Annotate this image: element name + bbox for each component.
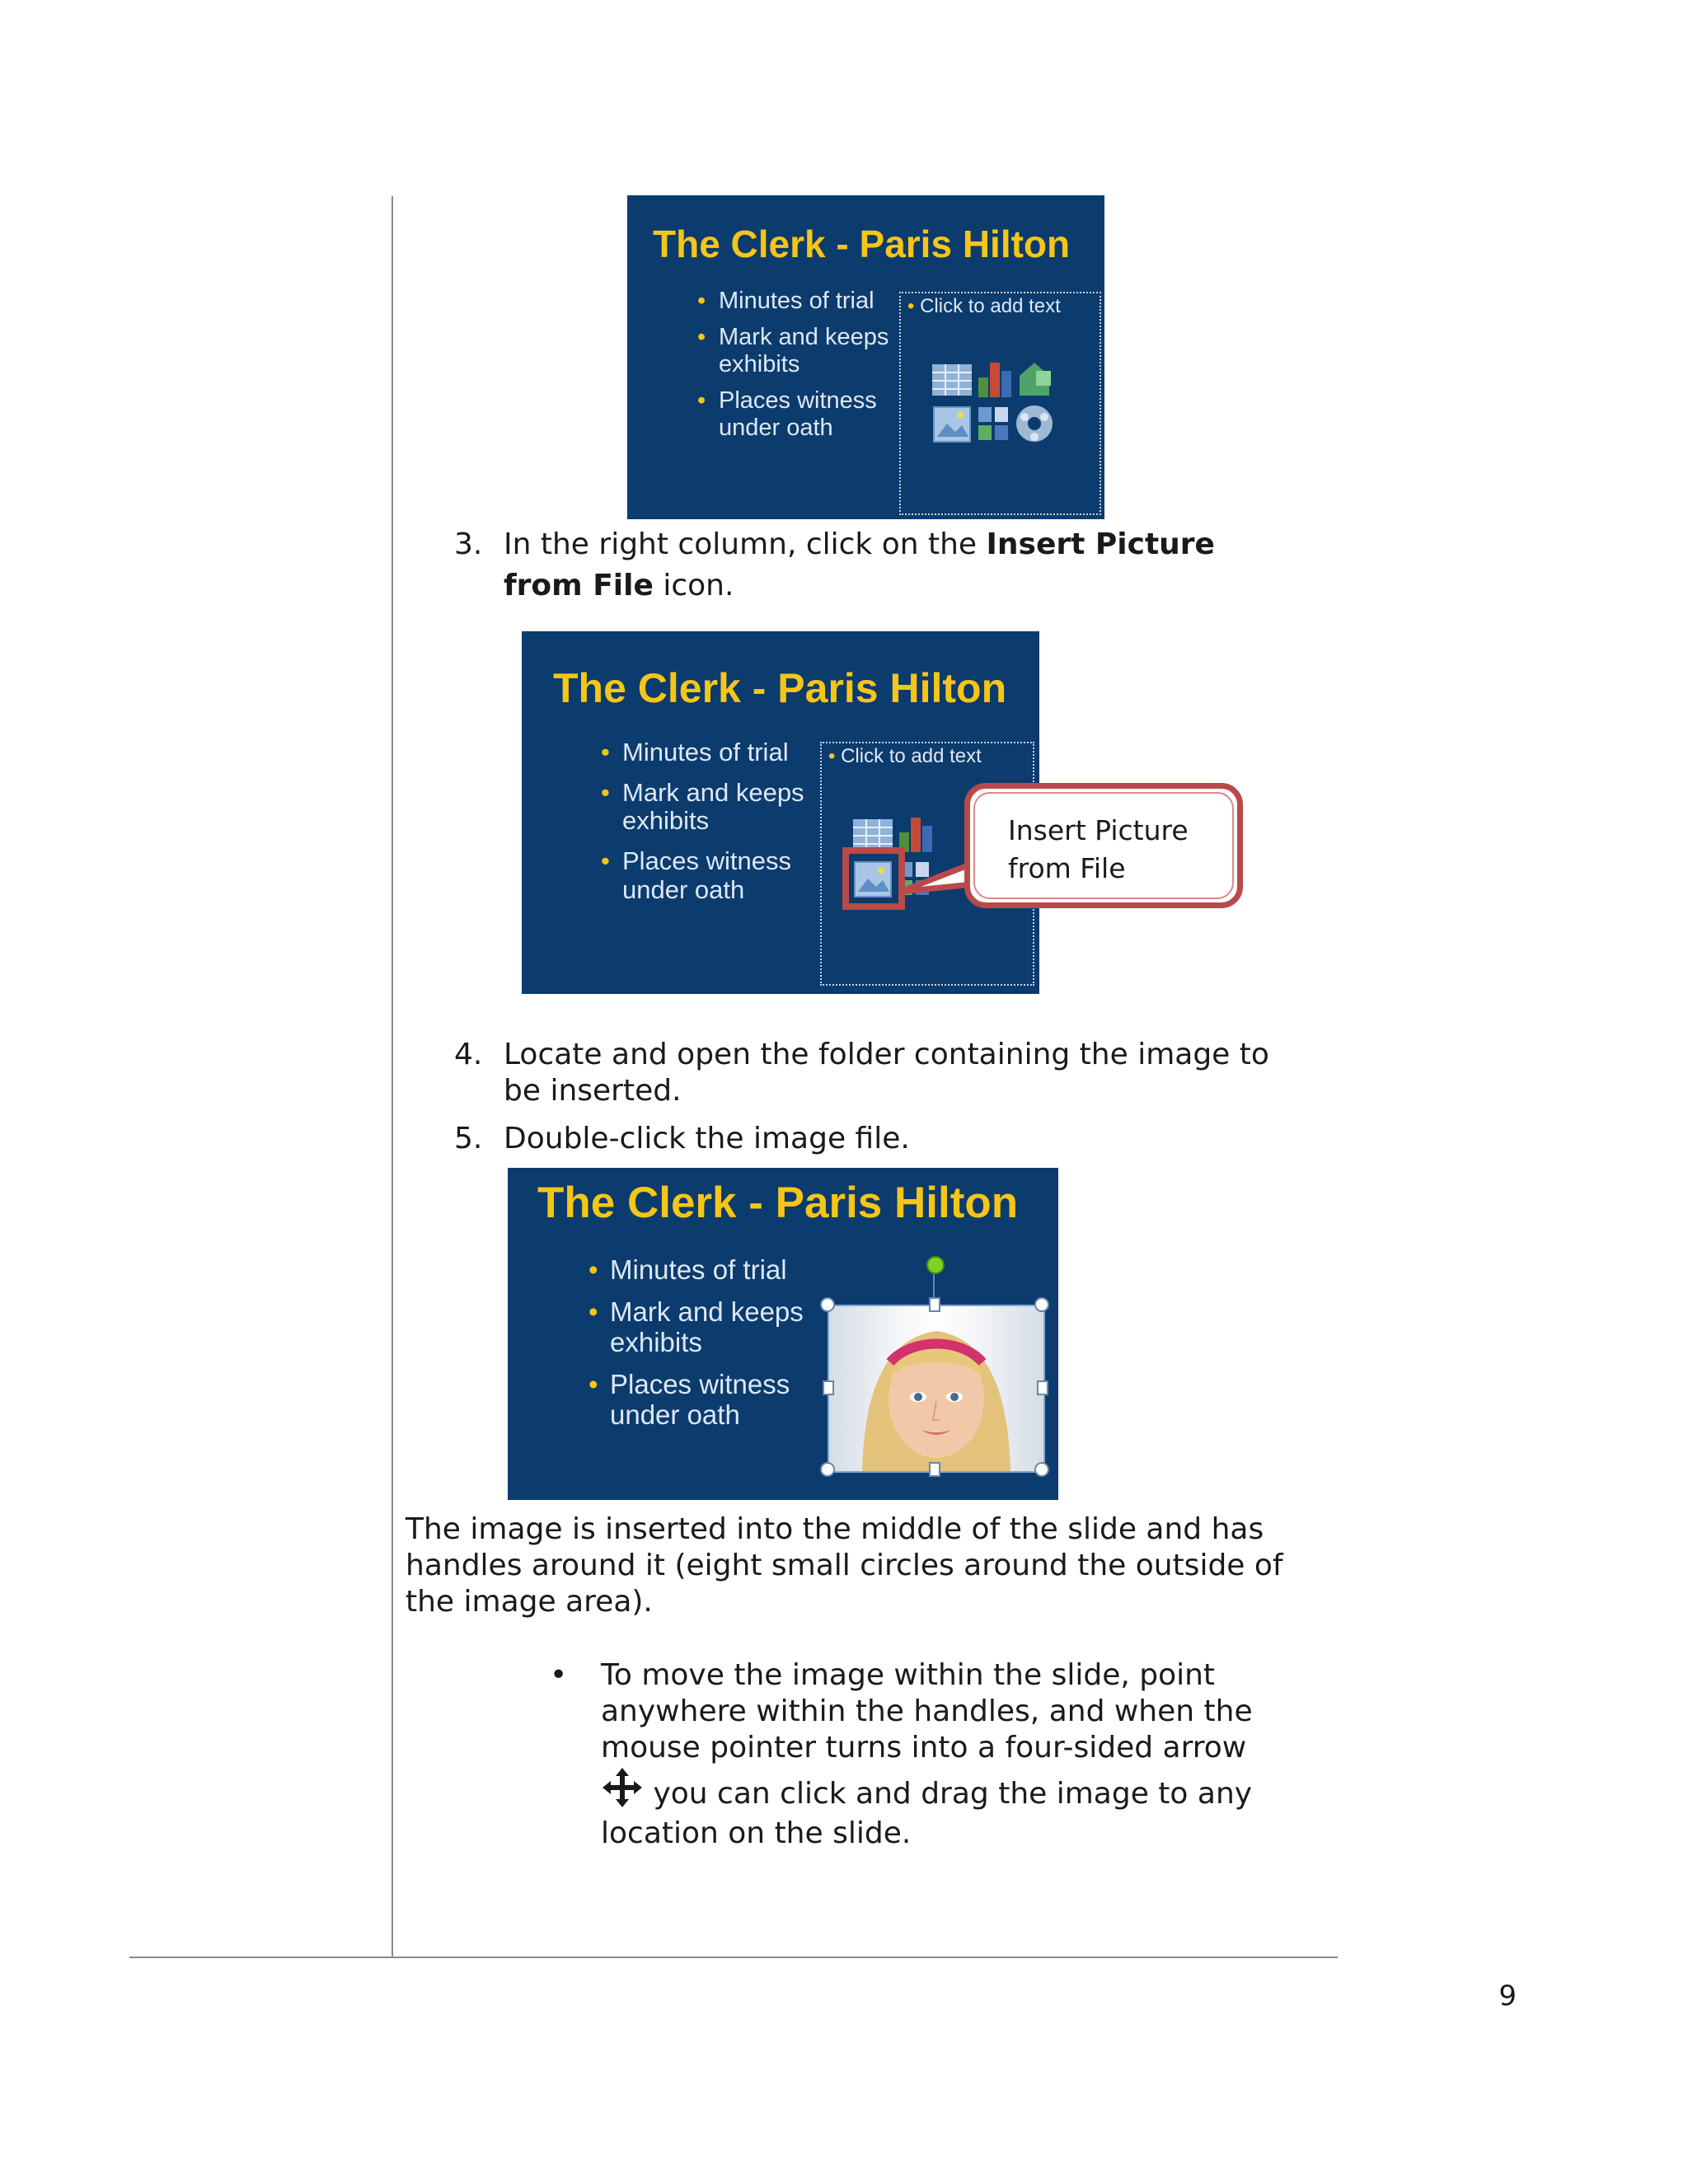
step-5 xyxy=(454,1121,1361,1162)
content-icons xyxy=(931,359,1071,450)
slide-title: The Clerk - Paris Hilton xyxy=(653,223,1071,265)
paragraph-line: The image is inserted into the middle of the slide and has xyxy=(406,1512,1264,1546)
step-text-line1: Locate and open the folder containing the image to xyxy=(504,1038,1269,1071)
slide-bullet: • Places witness under oath xyxy=(601,847,807,904)
slide-title: The Clerk - Paris Hilton xyxy=(553,665,1007,711)
slide-bullet: • Minutes of trial xyxy=(601,738,807,767)
callout-line-1: Insert Picture xyxy=(1008,814,1189,846)
step-text-line2: be inserted. xyxy=(504,1074,682,1108)
slide-bullet: • Mark and keeps exhibits xyxy=(697,324,891,377)
insert-picture-icon xyxy=(934,407,970,442)
placeholder-text: • Click to add text xyxy=(828,745,982,768)
paragraph-line: the image area). xyxy=(406,1585,653,1619)
portrait-image xyxy=(829,1306,1043,1471)
placeholder-text: • Click to add text xyxy=(907,295,1061,318)
insert-picture-from-file-highlight[interactable] xyxy=(842,847,905,910)
insert-media-icon xyxy=(1016,405,1053,442)
step-text-line2 xyxy=(504,565,734,607)
slide-bullet: • Minutes of trial xyxy=(697,288,891,314)
slide-bullet: • Minutes of trial xyxy=(588,1255,811,1286)
resize-handle-top-left[interactable] xyxy=(820,1297,835,1312)
bullet-line: location on the slide. xyxy=(601,1816,912,1850)
step-3 xyxy=(454,524,1278,607)
bullet-line: mouse pointer turns into a four-sided arrow xyxy=(601,1731,1247,1765)
callout-insert-picture xyxy=(964,783,1243,908)
content-placeholder[interactable] xyxy=(899,292,1101,515)
step-number: 4. xyxy=(454,1038,483,1071)
insert-table-icon xyxy=(932,364,972,396)
four-sided-arrow-icon xyxy=(601,1766,644,1809)
step-bold-term: Insert Picture xyxy=(986,527,1215,561)
insert-clipart-icon xyxy=(978,407,1008,440)
resize-handle-left[interactable] xyxy=(823,1380,834,1395)
step-number: 3. xyxy=(454,527,483,561)
step-text: Double-click the image file. xyxy=(504,1122,910,1155)
slide-bullet: • Places witness under oath xyxy=(697,387,891,441)
step-bold-term-2: from File xyxy=(504,569,654,602)
bullet-line: anywhere within the handles, and when the xyxy=(601,1694,1253,1728)
insert-smartart-icon xyxy=(1020,363,1051,396)
footer-rule xyxy=(129,1957,1338,1958)
slide-bullets xyxy=(588,1255,811,1431)
paragraph-line: handles around it (eight small circles around the outside of xyxy=(406,1549,1283,1582)
step-text xyxy=(504,524,1215,565)
resize-handle-bottom[interactable] xyxy=(929,1462,940,1477)
insert-chart-icon xyxy=(978,363,1011,397)
step-text-suffix: icon. xyxy=(653,569,734,602)
resize-handle-top-right[interactable] xyxy=(1034,1297,1049,1312)
slide-bullet: • Places witness under oath xyxy=(588,1370,811,1431)
step-4 xyxy=(454,1037,1361,1111)
rotate-handle[interactable] xyxy=(926,1256,945,1274)
resize-handle-bottom-right[interactable] xyxy=(1034,1462,1049,1477)
insert-table-icon xyxy=(853,819,893,851)
slide-title: The Clerk - Paris Hilton xyxy=(537,1179,1019,1227)
bullet-text xyxy=(601,1657,1343,1852)
bullet-dot: • xyxy=(550,1658,568,1692)
bullet-line: you can click and drag the image to any xyxy=(644,1777,1253,1811)
slide-bullets xyxy=(697,288,891,441)
body-paragraph xyxy=(406,1511,1329,1620)
inserted-photo[interactable] xyxy=(828,1305,1045,1473)
page-number: 9 xyxy=(1498,1980,1517,2013)
step-number: 5. xyxy=(454,1122,483,1155)
resize-handle-right[interactable] xyxy=(1037,1380,1048,1395)
slide-bullet: • Mark and keeps exhibits xyxy=(588,1297,811,1358)
slide-screenshot-1 xyxy=(627,195,1104,519)
left-margin-rule xyxy=(392,196,393,1958)
bullet-line-with-icon xyxy=(601,1766,1343,1816)
step-text-prefix: In the right column, click on the xyxy=(504,527,987,561)
callout-line-2: from File xyxy=(1008,852,1126,884)
slide-screenshot-2 xyxy=(522,631,1039,994)
callout-text xyxy=(1008,812,1189,888)
slide-bullets xyxy=(601,738,807,905)
slide-bullet: • Mark and keeps exhibits xyxy=(601,779,807,836)
bullet-line: To move the image within the slide, point xyxy=(601,1658,1216,1692)
resize-handle-top[interactable] xyxy=(929,1297,940,1312)
resize-handle-bottom-left[interactable] xyxy=(820,1462,835,1477)
